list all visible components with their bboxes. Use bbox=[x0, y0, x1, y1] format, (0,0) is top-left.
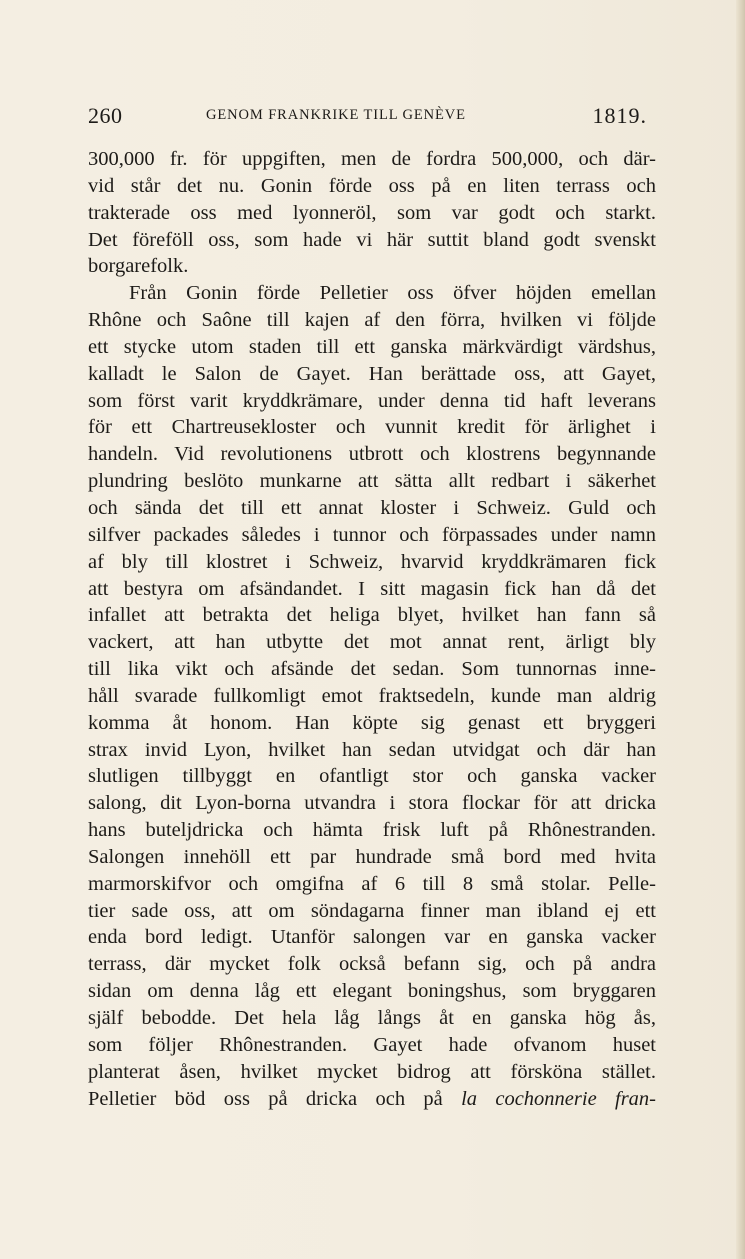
text-line: plundring beslöto munkarne att sätta allt redbart i säkerhet bbox=[88, 470, 656, 493]
running-head: GENOM FRANKRIKE TILL GENÈVE bbox=[206, 107, 466, 123]
text-line: komma åt honom. Han köpte sig genast ett bryggeri bbox=[88, 711, 656, 734]
text-line: planterat åsen, hvilket mycket bidrog att försköna stället. bbox=[88, 1060, 656, 1083]
final-line-plain: Pelletier böd oss på dricka och på bbox=[88, 1087, 443, 1110]
text-line: Salongen innehöll ett par hundrade små bord med hvita bbox=[88, 845, 656, 868]
text-line: och sända det till ett annat kloster i Schweiz. Guld och bbox=[88, 496, 656, 519]
text-line: marmorskifvor och omgifna af 6 till 8 små stolar. Pelle- bbox=[88, 872, 656, 895]
text-line: ett stycke utom staden till ett ganska märkvärdigt värdshus, bbox=[88, 335, 656, 358]
text-line: salong, dit Lyon-borna utvandra i stora flockar för att dricka bbox=[88, 792, 656, 815]
text-line: trakterade oss med lyonneröl, som var godt och starkt. bbox=[88, 201, 656, 224]
text-line: att bestyra om afsändandet. I sitt magasin fick han då det bbox=[88, 577, 656, 600]
text-line: infallet att betrakta det heliga blyet, hvilket han fann så bbox=[88, 604, 656, 627]
text-line: strax invid Lyon, hvilket han sedan utvidgat och där han bbox=[88, 738, 656, 761]
text-line: vackert, att han utbytte det mot annat rent, ärligt bly bbox=[88, 631, 656, 654]
text-line: silfver packades således i tunnor och förpassades under namn bbox=[88, 523, 656, 546]
text-line: 300,000 fr. för uppgiften, men de fordra 500,000, och där- bbox=[88, 148, 656, 170]
text-line: till lika vikt och afsände det sedan. Som tunnornas inne- bbox=[88, 658, 656, 681]
body-text bbox=[88, 146, 656, 1112]
page-header bbox=[88, 103, 655, 131]
text-line: för ett Chartreusekloster och vunnit kredit för ärlighet i bbox=[88, 416, 656, 439]
final-line-italic: la cochonnerie fran- bbox=[461, 1087, 656, 1110]
text-line: vid står det nu. Gonin förde oss på en liten terrass och bbox=[88, 174, 656, 197]
text-line: borgarefolk. bbox=[88, 255, 189, 278]
text-line: sidan om denna låg ett elegant boningshus, som bryggaren bbox=[88, 980, 656, 1003]
text-line: som följer Rhônestranden. Gayet hade ofvanom huset bbox=[88, 1033, 656, 1056]
text-line: Rhône och Saône till kajen af den förra, hvilken vi följde bbox=[88, 309, 656, 332]
page-edge-shadow bbox=[736, 0, 745, 1259]
text-line: som först varit kryddkrämare, under denna tid haft leverans bbox=[88, 389, 656, 412]
text-line: hans buteljdricka och hämta frisk luft på Rhônestranden. bbox=[88, 819, 656, 842]
running-head-year: 1819. bbox=[592, 103, 647, 128]
page-number: 260 bbox=[88, 103, 123, 128]
text-line: kalladt le Salon de Gayet. Han berättade oss, att Gayet, bbox=[88, 362, 656, 385]
text-line: tier sade oss, att om söndagarna finner man ibland ej ett bbox=[88, 899, 656, 922]
text-line: terrass, där mycket folk också befann sig, och på andra bbox=[88, 953, 656, 976]
text-line: håll svarade fullkomligt emot fraktsedeln, kunde man aldrig bbox=[88, 684, 656, 707]
text-line: handeln. Vid revolutionens utbrott och klostrens begynnande bbox=[88, 443, 656, 466]
text-line: Det föreföll oss, som hade vi här suttit bland godt svenskt bbox=[88, 228, 656, 251]
text-line: Från Gonin förde Pelletier oss öfver höjden emellan bbox=[129, 282, 656, 305]
text-line: slutligen tillbyggt en ofantligt stor och ganska vacker bbox=[88, 765, 656, 788]
text-line-final bbox=[88, 1086, 656, 1113]
text-line: enda bord ledigt. Utanför salongen var en ganska vacker bbox=[88, 926, 656, 949]
text-line: själf bebodde. Det hela låg långs åt en ganska hög ås, bbox=[88, 1007, 656, 1029]
text-line: af bly till klostret i Schweiz, hvarvid kryddkrämaren fick bbox=[88, 550, 656, 573]
